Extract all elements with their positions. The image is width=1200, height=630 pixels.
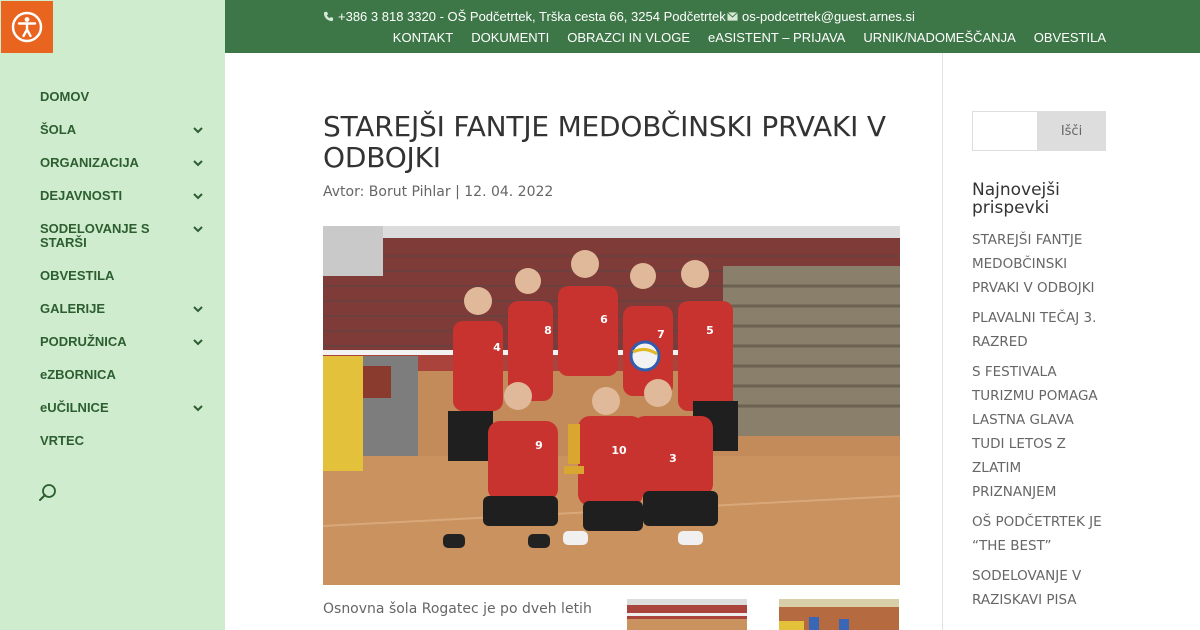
sidebar-item-ezbornica[interactable]: [40, 368, 116, 382]
chevron-down-icon[interactable]: [192, 156, 204, 170]
gallery-thumbnail[interactable]: [627, 599, 747, 630]
sidebar-item-label: VRTEC: [40, 433, 85, 448]
sidebar-item-label: eZBORNICA: [40, 367, 116, 382]
post-excerpt: Osnovna šola Rogatec je po dveh letih: [323, 601, 592, 617]
sidebar-item-sola[interactable]: [40, 123, 210, 137]
jersey-number: 3: [669, 452, 677, 465]
sidebar-item-vrtec[interactable]: [40, 434, 84, 448]
nav-easistent-prijava[interactable]: eASISTENT – PRIJAVA: [708, 30, 846, 45]
sidebar-item-label: SODELOVANJE S STARŠI: [40, 221, 150, 250]
sidebar-item-eucilnice[interactable]: [40, 401, 210, 415]
search-input[interactable]: [972, 111, 1037, 151]
chevron-down-icon[interactable]: [192, 189, 204, 203]
accessibility-button[interactable]: [1, 1, 53, 53]
recent-post-link[interactable]: S FESTIVALA TURIZMU POMAGA LASTNA GLAVA TUDI LETOS Z ZLATIM PRIZNANJEM: [972, 364, 1098, 500]
nav-kontakt[interactable]: KONTAKT: [392, 30, 454, 45]
team-photo: [323, 226, 900, 585]
sidebar-item-domov[interactable]: [40, 90, 89, 104]
top-bar: [225, 0, 1200, 53]
recent-post-link[interactable]: PLAVALNI TEČAJ 3. RAZRED: [972, 310, 1097, 350]
envelope-icon: [727, 11, 738, 22]
featured-image[interactable]: [323, 226, 900, 585]
email-info[interactable]: [727, 9, 915, 24]
sidebar-item-label: GALERIJE: [40, 301, 106, 316]
sidebar-item-galerije[interactable]: [40, 302, 210, 316]
search-icon[interactable]: [38, 483, 58, 503]
left-sidebar: [0, 0, 225, 630]
phone-icon: [323, 11, 334, 22]
sidebar-item-label: DEJAVNOSTI: [40, 188, 123, 203]
accessibility-person-icon: [10, 10, 44, 44]
jersey-number: 9: [535, 439, 543, 452]
recent-posts-title: Najnovejši prispevki: [972, 180, 1060, 218]
contact-text: +386 3 818 3320 - OŠ Podčetrtek, Trška cesta 66, 3254 Podčetrtek: [338, 9, 726, 24]
nav-obrazci-in-vloge[interactable]: OBRAZCI IN VLOGE: [567, 30, 691, 45]
email-text: os-podcetrtek@guest.arnes.si: [742, 9, 915, 24]
content-divider: [942, 53, 943, 630]
chevron-down-icon[interactable]: [192, 222, 204, 236]
sidebar-item-organizacija[interactable]: [40, 156, 210, 170]
nav-dokumenti[interactable]: DOKUMENTI: [471, 30, 550, 45]
chevron-down-icon[interactable]: [192, 401, 204, 415]
search-button[interactable]: Išči: [1037, 111, 1106, 151]
nav-urnik-nadomescanja[interactable]: URNIK/NADOMEŠČANJA: [863, 30, 1016, 45]
post-meta: Avtor: Borut Pihlar | 12. 04. 2022: [323, 184, 554, 200]
sidebar-item-label: PODRUŽNICA: [40, 334, 127, 349]
recent-posts-list: [972, 228, 1102, 618]
recent-post-link[interactable]: STAREJŠI FANTJE MEDOBČINSKI PRVAKI V ODBOJKI: [972, 232, 1095, 296]
nav-obvestila[interactable]: OBVESTILA: [1033, 30, 1106, 45]
gallery-thumbnail[interactable]: [779, 599, 899, 630]
jersey-number: 6: [600, 313, 608, 326]
sidebar-item-obvestila[interactable]: [40, 269, 114, 283]
jersey-number: 8: [544, 324, 552, 337]
chevron-down-icon[interactable]: [192, 302, 204, 316]
jersey-number: 7: [657, 328, 665, 341]
sidebar-item-label: ŠOLA: [40, 122, 77, 137]
top-navigation: [393, 30, 1106, 45]
recent-post-link[interactable]: OŠ PODČETRTEK JE “THE BEST”: [972, 514, 1102, 554]
contact-info: [323, 9, 726, 24]
sidebar-item-label: ORGANIZACIJA: [40, 155, 139, 170]
jersey-number: 10: [611, 444, 627, 457]
sidebar-search: [972, 111, 1106, 151]
sidebar-item-label: OBVESTILA: [40, 268, 115, 283]
jersey-number: 5: [706, 324, 714, 337]
sidebar-item-label: eUČILNICE: [40, 400, 109, 415]
sidebar-item-podruznica[interactable]: [40, 335, 210, 349]
jersey-number: 4: [493, 341, 501, 354]
chevron-down-icon[interactable]: [192, 335, 204, 349]
chevron-down-icon[interactable]: [192, 123, 204, 137]
sidebar-item-dejavnosti[interactable]: [40, 189, 210, 203]
recent-post-link[interactable]: SODELOVANJE V RAZISKAVI PISA: [972, 568, 1082, 608]
post-title: STAREJŠI FANTJE MEDOBČINSKI PRVAKI V ODBOJKI: [323, 110, 886, 174]
sidebar-item-label: DOMOV: [40, 89, 90, 104]
sidebar-item-sodelovanje[interactable]: [40, 222, 210, 250]
